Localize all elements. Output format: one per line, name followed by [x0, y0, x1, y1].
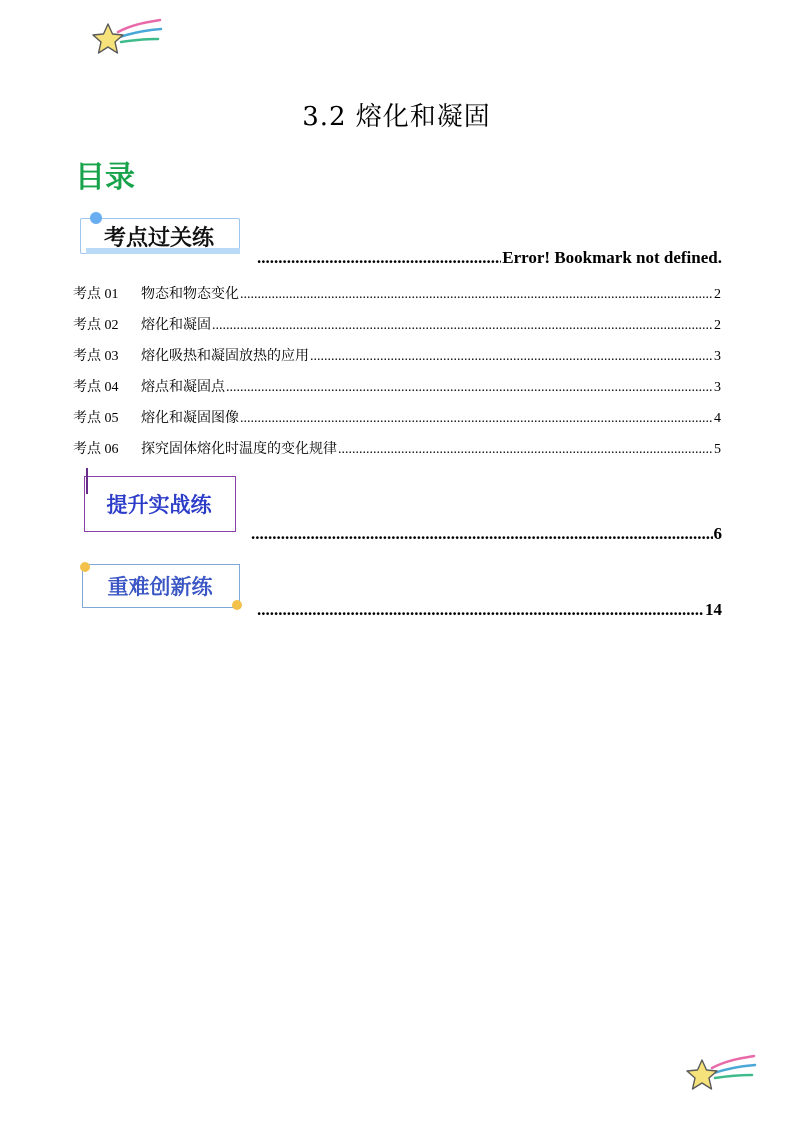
page-number: 2	[714, 287, 721, 302]
toc-item[interactable]	[73, 314, 721, 334]
section-badge-3	[82, 562, 242, 610]
item-label: 考点 01	[73, 287, 119, 302]
dot-leader	[338, 442, 713, 458]
toc-section-entry[interactable]	[256, 600, 722, 620]
page-number: 14	[705, 600, 722, 619]
dot-leader	[212, 318, 713, 334]
item-text: 物态和物态变化	[141, 287, 239, 302]
page-number: Error! Bookmark not defined.	[502, 248, 722, 267]
dot-leader	[226, 380, 713, 396]
page-number: 4	[714, 411, 721, 426]
toc-item[interactable]	[73, 345, 721, 365]
dot-leader	[240, 287, 713, 303]
section-label: 考点过关练	[103, 225, 214, 251]
toc-section-entry[interactable]	[250, 524, 722, 544]
section-badge-2	[82, 468, 238, 534]
shooting-star-icon	[682, 1052, 762, 1096]
toc-item[interactable]	[73, 407, 721, 427]
item-label: 考点 05	[73, 411, 119, 426]
item-text: 熔点和凝固点	[141, 380, 225, 395]
page-number: 5	[714, 442, 721, 457]
toc-item[interactable]	[73, 376, 721, 396]
item-text: 熔化吸热和凝固放热的应用	[141, 349, 309, 364]
dot-leader	[240, 411, 713, 427]
dot-leader	[257, 248, 501, 268]
page-number: 3	[714, 349, 721, 364]
item-text: 熔化和凝固	[141, 318, 211, 333]
section-label: 重难创新练	[107, 575, 213, 599]
page-number: 3	[714, 380, 721, 395]
toc-heading: 目录	[75, 160, 135, 195]
shooting-star-icon	[88, 16, 168, 60]
item-label: 考点 03	[73, 349, 119, 364]
section-label: 提升实战练	[106, 493, 212, 517]
item-text: 探究固体熔化时温度的变化规律	[141, 442, 337, 457]
page-number: 2	[714, 318, 721, 333]
dot-leader	[251, 524, 713, 544]
toc-section-entry[interactable]	[256, 248, 722, 268]
item-label: 考点 04	[73, 380, 119, 395]
toc-item[interactable]	[73, 438, 721, 458]
dot-leader	[257, 600, 704, 620]
item-label: 考点 06	[73, 442, 119, 457]
dot-leader	[310, 349, 713, 365]
item-text: 熔化和凝固图像	[141, 411, 239, 426]
page-title: 3.2 熔化和凝固	[302, 102, 491, 132]
toc-item[interactable]	[73, 283, 721, 303]
item-label: 考点 02	[73, 318, 119, 333]
section-badge-1	[80, 214, 240, 256]
page-number: 6	[713, 524, 722, 543]
